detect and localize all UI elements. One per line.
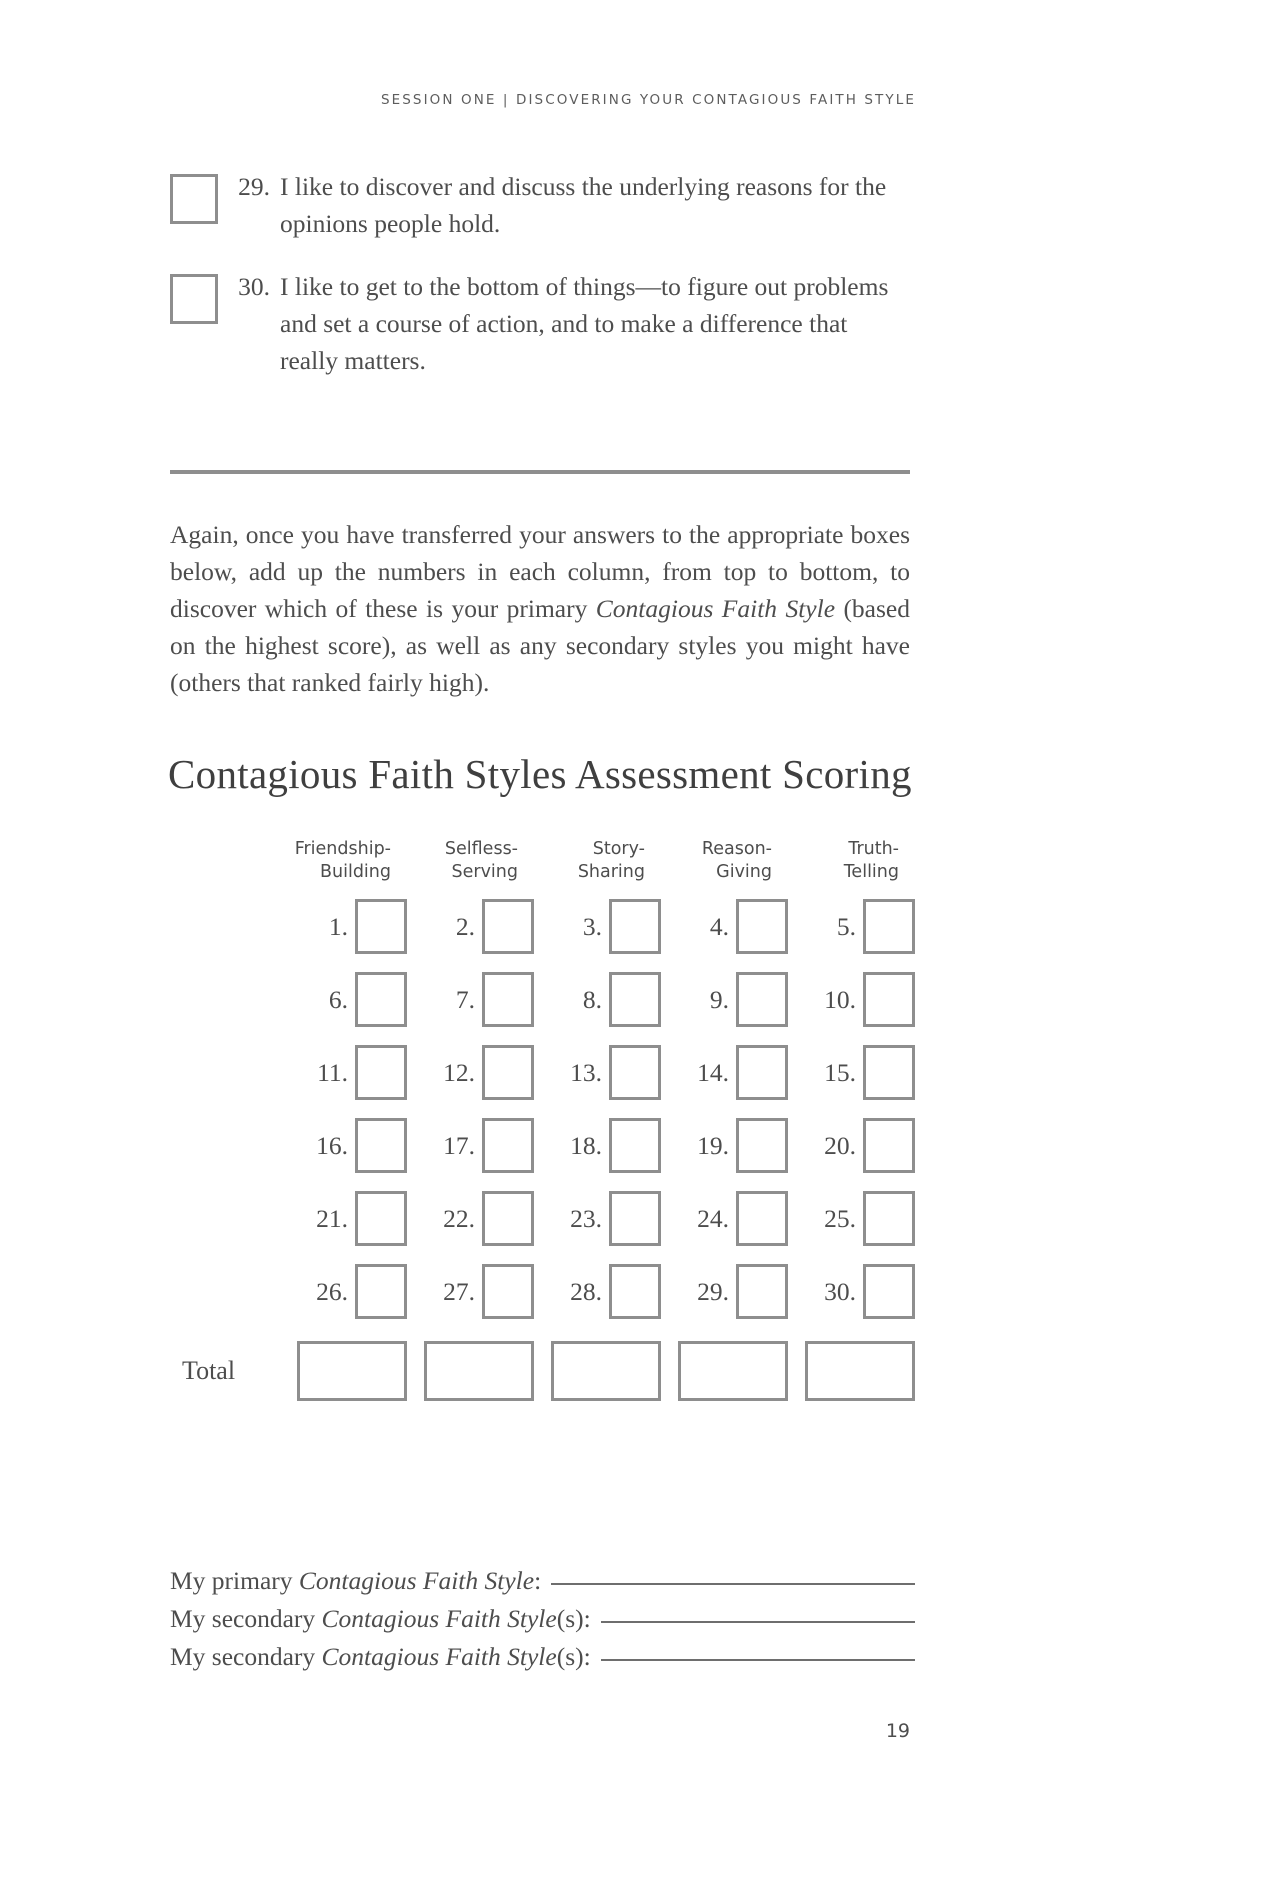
fillin-primary-style [170, 1562, 915, 1600]
score-cell [407, 1191, 534, 1246]
score-input-box[interactable] [736, 972, 788, 1027]
intro-emphasis: Contagious Faith Style [595, 594, 836, 623]
score-input-box[interactable] [482, 972, 534, 1027]
column-header-line-2: Serving [451, 862, 518, 882]
score-cell [788, 1118, 915, 1173]
column-header-line-2: Giving [716, 862, 772, 882]
item-number: 29. [238, 172, 270, 201]
score-cell [280, 1264, 407, 1319]
score-input-box[interactable] [355, 899, 407, 954]
score-cell [788, 1191, 915, 1246]
score-input-box[interactable] [355, 1191, 407, 1246]
score-cell [661, 1118, 788, 1173]
column-header-line-1: Truth- [848, 839, 899, 859]
score-cell [280, 1191, 407, 1246]
column-header-line-1: Reason- [701, 839, 772, 859]
fillin-prefix: My primary [170, 1566, 299, 1595]
cell-number: 23. [570, 1203, 602, 1233]
score-cell [534, 1118, 661, 1173]
cell-number: 17. [443, 1130, 475, 1160]
cell-number: 19. [697, 1130, 729, 1160]
cell-number: 9. [709, 984, 729, 1014]
column-header-truth-telling [788, 838, 915, 890]
cell-number: 5. [836, 911, 856, 941]
total-input-box-story-sharing[interactable] [551, 1341, 661, 1401]
column-header-selfless-serving [407, 838, 534, 890]
cell-number: 20. [824, 1130, 856, 1160]
intro-paragraph [170, 516, 910, 701]
total-label: Total [182, 1356, 236, 1385]
column-header-line-2: Sharing [577, 862, 645, 882]
column-header-line-1: Story- [592, 839, 645, 859]
score-input-box[interactable] [355, 972, 407, 1027]
fillin-suffix: (s): [556, 1604, 591, 1633]
score-input-box[interactable] [482, 899, 534, 954]
cell-number: 22. [443, 1203, 475, 1233]
score-input-box[interactable] [482, 1191, 534, 1246]
total-input-box-reason-giving[interactable] [678, 1341, 788, 1401]
score-input-box[interactable] [863, 1264, 915, 1319]
column-header-friendship-building [280, 838, 407, 890]
score-input-box[interactable] [609, 1118, 661, 1173]
score-cell [661, 1045, 788, 1100]
cell-number: 16. [316, 1130, 348, 1160]
cell-number: 11. [317, 1057, 348, 1087]
table-row [170, 1036, 915, 1109]
cell-number: 4. [709, 911, 729, 941]
score-input-box[interactable] [736, 1118, 788, 1173]
score-input-box[interactable] [482, 1118, 534, 1173]
cell-number: 3. [582, 911, 602, 941]
cell-number: 25. [824, 1203, 856, 1233]
fillin-label [170, 1638, 591, 1676]
fillin-write-in-line[interactable] [601, 1659, 915, 1661]
table-row [170, 1182, 915, 1255]
table-row [170, 963, 915, 1036]
score-input-box[interactable] [736, 1264, 788, 1319]
score-input-box[interactable] [736, 899, 788, 954]
running-header: SESSION ONE | DISCOVERING YOUR CONTAGIOUS FAITH STYLE [380, 92, 916, 108]
table-row [170, 1109, 915, 1182]
score-input-box[interactable] [355, 1264, 407, 1319]
score-input-box[interactable] [482, 1264, 534, 1319]
cell-number: 6. [328, 984, 348, 1014]
score-input-box[interactable] [863, 1045, 915, 1100]
cell-number: 28. [570, 1276, 602, 1306]
score-cell [407, 1264, 534, 1319]
intro-text-part-1: Again, once you have transferred your answers to the appropriate boxes below, add up the numbers in each column, from top to bottom, to discover which of these is your primary [170, 520, 910, 623]
total-cell [280, 1341, 407, 1401]
total-row [170, 1328, 915, 1414]
scoring-table-header-row [170, 838, 915, 890]
score-input-box[interactable] [863, 899, 915, 954]
score-cell [534, 972, 661, 1027]
fillin-label [170, 1562, 541, 1600]
score-input-box[interactable] [609, 1191, 661, 1246]
cell-number: 18. [570, 1130, 602, 1160]
page-number: 19 [885, 1720, 910, 1742]
cell-number: 27. [443, 1276, 475, 1306]
total-cell [788, 1341, 915, 1401]
fillin-write-in-line[interactable] [601, 1621, 915, 1623]
fillin-emphasis: Contagious Faith Style [321, 1642, 557, 1671]
assessment-item-30 [170, 268, 910, 379]
cell-number: 1. [328, 911, 348, 941]
checkbox-item-29[interactable] [170, 174, 218, 224]
score-cell [534, 1191, 661, 1246]
scoring-table [170, 838, 915, 1414]
score-cell [280, 1045, 407, 1100]
fillin-secondary-style-2 [170, 1638, 915, 1676]
fillin-label [170, 1600, 591, 1638]
total-input-box-selfless-serving[interactable] [424, 1341, 534, 1401]
intro-text-part-2: (based on the highest score), as well as any secondary styles you might have (others that ranked fairly high). [170, 594, 910, 697]
total-input-box-truth-telling[interactable] [805, 1341, 915, 1401]
fillin-emphasis: Contagious Faith Style [321, 1604, 557, 1633]
score-input-box[interactable] [863, 972, 915, 1027]
cell-number: 14. [697, 1057, 729, 1087]
score-cell [407, 899, 534, 954]
cell-number: 12. [443, 1057, 475, 1087]
cell-number: 8. [582, 984, 602, 1014]
cell-number: 10. [824, 984, 856, 1014]
fillin-prefix: My secondary [170, 1604, 322, 1633]
cell-number: 21. [316, 1203, 348, 1233]
score-cell [661, 1264, 788, 1319]
cell-number: 29. [697, 1276, 729, 1306]
fillin-lines [170, 1562, 915, 1676]
score-cell [407, 972, 534, 1027]
score-input-box[interactable] [609, 899, 661, 954]
score-cell [661, 899, 788, 954]
cell-number: 2. [455, 911, 475, 941]
score-cell [661, 1191, 788, 1246]
cell-number: 24. [697, 1203, 729, 1233]
cell-number: 15. [824, 1057, 856, 1087]
table-row [170, 1255, 915, 1328]
fillin-suffix: : [534, 1566, 542, 1595]
cell-number: 30. [824, 1276, 856, 1306]
section-divider [170, 470, 910, 474]
score-cell [280, 972, 407, 1027]
score-input-box[interactable] [355, 1045, 407, 1100]
score-cell [407, 1118, 534, 1173]
column-header-story-sharing [534, 838, 661, 890]
score-input-box[interactable] [609, 1045, 661, 1100]
fillin-suffix: (s): [556, 1642, 591, 1671]
score-input-box[interactable] [609, 1264, 661, 1319]
score-input-box[interactable] [482, 1045, 534, 1100]
score-input-box[interactable] [736, 1045, 788, 1100]
score-input-box[interactable] [355, 1118, 407, 1173]
score-cell [788, 972, 915, 1027]
total-cell [407, 1341, 534, 1401]
cell-number: 7. [455, 984, 475, 1014]
fillin-prefix: My secondary [170, 1642, 322, 1671]
header-row-spacer [170, 838, 280, 890]
score-cell [661, 972, 788, 1027]
cell-number: 26. [316, 1276, 348, 1306]
score-input-box[interactable] [609, 972, 661, 1027]
fillin-emphasis: Contagious Faith Style [298, 1566, 535, 1595]
item-number: 30. [238, 272, 270, 301]
column-header-line-1: Friendship- [294, 839, 391, 859]
score-input-box[interactable] [863, 1118, 915, 1173]
score-cell [788, 899, 915, 954]
assessment-item-29 [170, 168, 910, 242]
score-cell [534, 899, 661, 954]
score-cell [788, 1264, 915, 1319]
score-cell [788, 1045, 915, 1100]
score-cell [280, 899, 407, 954]
total-cell [534, 1341, 661, 1401]
total-cell [661, 1341, 788, 1401]
score-cell [280, 1118, 407, 1173]
checkbox-item-30[interactable] [170, 274, 218, 324]
column-header-line-2: Building [320, 862, 391, 882]
column-header-reason-giving [661, 838, 788, 890]
total-input-box-friendship-building[interactable] [297, 1341, 407, 1401]
score-input-box[interactable] [863, 1191, 915, 1246]
column-header-line-2: Telling [843, 862, 899, 882]
score-input-box[interactable] [736, 1191, 788, 1246]
item-text: I like to get to the bottom of things—to figure out problems and set a course of action, and to make a difference that really matters. [280, 272, 889, 375]
column-header-line-1: Selfless- [444, 839, 518, 859]
table-row [170, 890, 915, 963]
assessment-items [170, 168, 910, 405]
cell-number: 13. [570, 1057, 602, 1087]
fillin-secondary-style-1 [170, 1600, 915, 1638]
score-cell [534, 1045, 661, 1100]
fillin-write-in-line[interactable] [551, 1583, 915, 1585]
score-cell [534, 1264, 661, 1319]
page-title: Contagious Faith Styles Assessment Scoring [168, 751, 912, 797]
item-text: I like to discover and discuss the underlying reasons for the opinions people hold. [280, 172, 887, 238]
score-cell [407, 1045, 534, 1100]
